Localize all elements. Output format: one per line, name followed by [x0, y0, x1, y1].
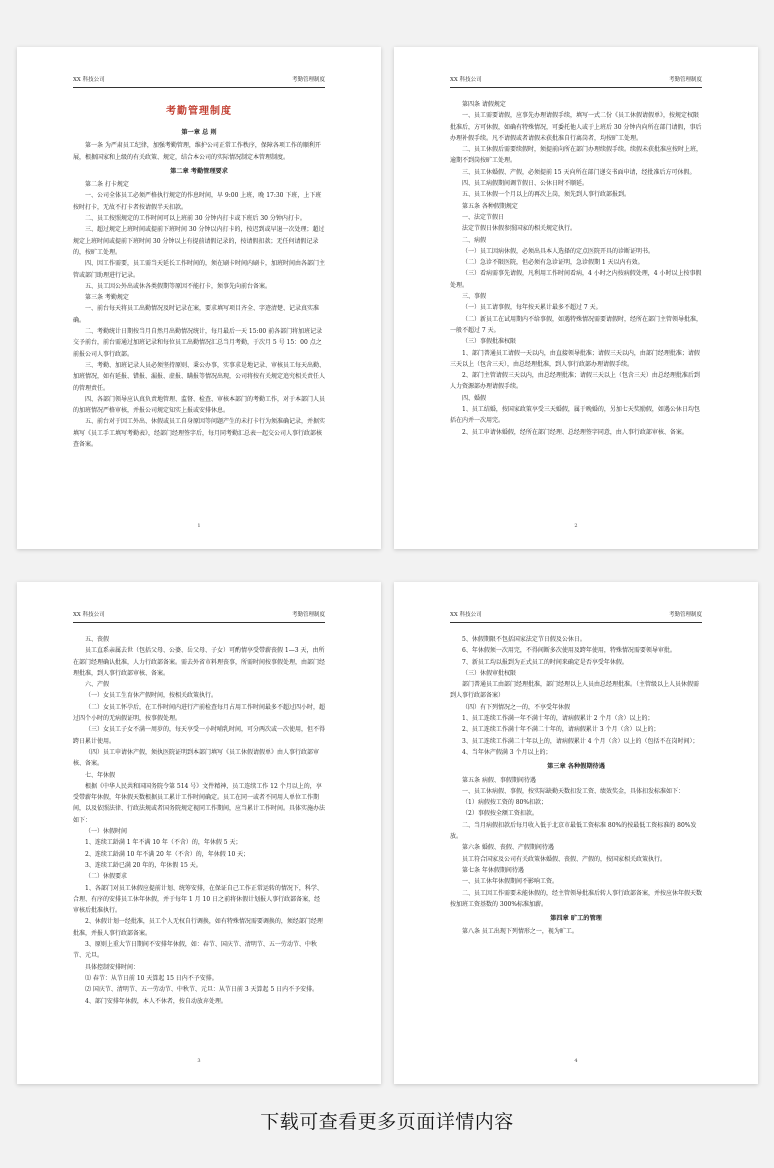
paragraph: 员工符合国家及公司有关政策休婚假、丧假、产假的，按国家相关政策执行。	[462, 855, 667, 863]
page-number: 4	[574, 1058, 578, 1064]
document-page-1	[17, 47, 381, 549]
page-body	[450, 99, 702, 438]
paragraph: 一、公司全体员工必须严格执行规定的作息时间，早 9:00 上班，晚 17:30 下班，上下班按时打卡，无故不打卡者按请假半天扣款。	[73, 192, 322, 211]
page-header	[450, 75, 702, 88]
paragraph: 一、员工休年休假期间不影响工资。	[462, 878, 559, 886]
page-body	[73, 99, 325, 450]
paragraph: 三、员工休婚假、产假，必须提前 15 天向所在部门递交书面申请，经批准后方可休假。	[462, 168, 696, 176]
paragraph: 五、丧假	[85, 636, 110, 643]
paragraph: 第五条 病假、事假期间待遇	[462, 776, 536, 784]
paragraph: 3、连续工龄已满 20 年的，年休假 15 天。	[85, 861, 202, 869]
paragraph: （二）女员工怀孕后，在工作时间内进行产前检查每月占用工作时间最多不超过四小时，超过四个小时的无病假证明，按事假处理。	[73, 703, 326, 723]
paragraph: 一、员工需要请假，应事先办理请假手续，填写一式二份《员工休假请假单》，按规定权限批准后，方可休假，如确有特殊情况，可委托他人或于上班后 30 分钟内向所在部门请假，事后办理补假手续。凡不请假或者请假未获批准自行离岗者，均按旷工处理。	[450, 112, 702, 142]
page-content	[450, 634, 702, 938]
paragraph: （1）病假按工资的 80%扣款；	[462, 799, 548, 807]
paragraph: 一、员工休病假、事假，按实际缺勤天数扣发工资、绩效奖金，具体扣发标准如下：	[462, 787, 685, 795]
paragraph: 1、连续工龄满 1 年不满 10 年（不含）的，年休假 5 天；	[85, 839, 242, 847]
page-number: 2	[574, 523, 578, 529]
document-page-4	[394, 582, 758, 1084]
paragraph: 1、部门普通员工请假一天以内，由直接领导批准；请假三天以内，由部门经理批准；请假三天以上（包含三天），由总经理批准，到人事行政部办理请假手续。	[450, 349, 700, 368]
header-doc-title: 考勤管理制度	[668, 77, 702, 83]
page-content	[73, 127, 325, 450]
page-number: 1	[197, 523, 201, 529]
paragraph: 七、年休假	[85, 771, 116, 779]
paragraph: 2、员工连续工作满十年不满二十年的，请病假累计 3 个月（含）以上的；	[462, 726, 660, 734]
paragraph: 根据《中华人民共和国国务院令第 514 号》文件精神，员工连续工作 12 个月以上的，享受带薪年休假，年休假天数根据员工累计工作时间确定。员工在同一或者不同用人单位工作期间，以及依照法律、行政法规或者国务院规定视同工作期间，应当累计工作时间。具体实施办法如下：	[73, 782, 326, 824]
page-header	[73, 75, 325, 88]
paragraph: 第二条 打卡规定	[85, 181, 129, 189]
paragraph: （一）休假时间	[85, 828, 128, 836]
paragraph: 五、员工因公外出或休各类假期等原因不能打卡，须事先向前台备案。	[85, 282, 272, 290]
paragraph: 四、各部门领导应认真负责地管理、监督、检查、审核本部门的考勤工作，对于本部门人员的加班情况严格审核，并报公司规定知实上报或安排休息。	[73, 395, 326, 415]
document-page-2	[394, 47, 758, 549]
chapter-heading: 第三章 各种假期待遇	[547, 763, 605, 771]
paragraph: 2、员工申请休婚假，经所在部门经理、总经理签字同意，由人事行政部审核、备案。	[462, 428, 688, 436]
paragraph: 二、员工因工作需要未能休假的，经主管领导批准后转人事行政部备案，并按应休年假天数按加班工资基数的 300%标准加薪。	[450, 889, 703, 908]
paragraph: 部门普通员工由部门经理批准，部门经理以上人员由总经理批准。（主管级以上人员休假需到人事行政部备案）	[450, 681, 700, 700]
paragraph: 7、新员工均以报到为正式员工的时间来确定是否享受年休假。	[462, 658, 628, 666]
paragraph: 五、员工休假一个月以上的再次上岗，须先到人事行政部报到。	[462, 191, 631, 199]
paragraph: 第六条 婚假、丧假、产假期间待遇	[462, 844, 554, 852]
paragraph: 五、前台对于因工外出、休假或员工自身原因等问题产生的未打卡行为须准确记录，并据实填写《员工手工填写考勤表》，经部门经理签字后，每月同考勤汇总表一起交公司人事行政部核查备案。	[73, 418, 326, 449]
paragraph: 第三条 考勤规定	[85, 294, 129, 302]
header-doc-title: 考勤管理制度	[291, 77, 325, 83]
paragraph: 第四条 请假规定	[462, 101, 506, 108]
paragraph: 6、年休假须一次用完，不得间断多次使用及跨年使用，特殊情况需要领导审批。	[462, 647, 676, 655]
paragraph: 2、连续工龄满 10 年不满 20 年（不含）的，年休假 10 天；	[85, 850, 250, 858]
header-company: XX 科技公司	[450, 612, 482, 618]
chapter-heading: 第一章 总 则	[181, 129, 217, 136]
paragraph: （三）休假审批权限	[462, 669, 517, 677]
page-content	[73, 634, 325, 1007]
paragraph: 法定节假日休假参照国家的相关规定执行。	[462, 225, 577, 233]
paragraph: 四、婚假	[462, 394, 487, 402]
document-page-3	[17, 582, 381, 1084]
header-company: XX 科技公司	[73, 77, 105, 83]
paragraph: 二、病假	[462, 236, 487, 244]
page-body	[450, 634, 702, 938]
paragraph: （三）事假批准权限	[462, 338, 517, 346]
header-doc-title: 考勤管理制度	[668, 612, 702, 618]
paragraph: 第八条 员工出现下列情形之一，视为旷工。	[462, 928, 578, 936]
paragraph: 三、超过规定上班时间或提前下班时间 30 分钟以内打卡的，按迟到或早退一次处理；超过规定上班时间或提前下班时间 30 分钟以上有提前请假记录的，按请假扣款；无任何请假记录的，按旷工处理。	[73, 226, 325, 256]
paragraph: 一、前台每天将员工出勤情况及时记录在案，要求填写项目齐全、字迹清楚、记录真实准确。	[73, 305, 320, 324]
paragraph: 六、产假	[85, 681, 110, 689]
paragraph: （四）员工申请休产假，须执医院证明到本部门填写《员工休假请假单》由人事行政部审核、备案。	[73, 748, 320, 768]
paragraph: （2）事假按全额工资扣款。	[462, 810, 538, 818]
paragraph: 第七条 年休假期间待遇	[462, 866, 524, 874]
paragraph: （三）看病需事先请假，凡利用工作时间看病，4 小时之内按病假处理，4 小时以上按事假处理。	[450, 270, 702, 289]
paragraph: （一）女员工生育休产假时间，按相关政策执行。	[85, 692, 218, 700]
paragraph: 四、员工病假期间调节假日、公休日时不顺延。	[462, 180, 589, 188]
chapter-heading: 第四章 旷工的管理	[550, 915, 602, 923]
paragraph: 4、部门安排年休假，本人不休者，按自动放弃处理。	[85, 997, 227, 1005]
header-doc-title: 考勤管理制度	[291, 612, 325, 618]
page-content	[450, 99, 702, 438]
document-title: 考勤管理制度	[166, 106, 232, 117]
header-company: XX 科技公司	[450, 77, 482, 83]
paragraph: （二）新员工在试用期内不给事假，如遇特殊情况需要请假时，经所在部门主管领导批准，一般不超过 7 天。	[450, 315, 703, 334]
paragraph: 第一条 为严肃员工纪律，加强考勤管理，维护公司正常工作秩序，保障各项工作的顺利开展，根据国家和上级的有关政策、规定，结合本公司的实际情况制定本管理制度。	[73, 142, 321, 161]
paragraph: 二、员工休假后需要续假时，须提前向所在部门办理续假手续。续假未获批准应按时上班，逾期不到岗按旷工处理。	[450, 146, 703, 165]
paragraph: （三）女员工子女不满一周岁的，每天享受一小时哺乳时间，可分两次或一次使用，但不得跨日累计使用。	[73, 726, 326, 745]
header-company: XX 科技公司	[73, 612, 105, 618]
paragraph: 二、当月病假扣款后每月收入低于北京市最低工资标准 80%的按最低工资标准的 80%发放。	[450, 821, 697, 841]
paragraph: ⑵ 国庆节、清明节、五一劳动节、中秋节、元旦：从节日前 3 天算起 5 日内不予安排。	[85, 986, 319, 994]
paragraph: （二）急诊不限医院，但必须有急诊证明，急诊假期 1 天以内有效。	[462, 259, 644, 267]
paragraph: 3、原则上重大节日期间不安排年休假，如：春节、国庆节、清明节、五一劳动节、中秋节、元旦。	[73, 941, 317, 960]
paragraph: 员工直系亲属去世（包括父母、公婆、岳父母、子女）可酌情享受带薪丧假 1—3 天，由所在部门经理确认批准，人力行政部备案。需去外省市料理丧事，所需时间按事假处理，由部门经理批准，到人事行政部审核、备案。	[73, 647, 326, 677]
paragraph: （四）有下列情况之一的，不享受年休假	[462, 703, 571, 711]
paragraph: 4、当年休产假满 3 个月以上的；	[462, 748, 552, 756]
paragraph: 第五条 各种假期规定	[462, 202, 518, 210]
paragraph: ⑴ 春节：从节日前 10 天算起 15 日内不予安排。	[85, 974, 218, 982]
paragraph: 1、员工结婚，按国家政策享受三天婚假，属于晚婚的，另加七天奖励假，如遇公休日均包括在内并一次用完。	[450, 406, 700, 425]
paragraph: 三、考勤、加班记录人员必须坚持原则、秉公办事，实事求是地记录、审核员工每天出勤、加班情况，如有延报、错报、漏报、虚报、瞒报等情况出现，公司将按有关规定追究相关责任人的管理责任。	[73, 361, 326, 392]
paragraph: （一）员工因病休假，必须出具本人选择的定点医院开具的诊断证明书。	[462, 247, 655, 255]
paragraph: 1、员工连续工作满一年不满十年的，请病假累计 2 个月（含）以上的；	[462, 715, 654, 723]
paragraph: 3、员工连续工作满二十年以上的，请病假累计 4 个月（含）以上的（包括不在岗时间）；	[462, 737, 699, 745]
paragraph: 一、法定节假日	[462, 213, 505, 221]
chapter-heading: 第二章 考勤管理要求	[170, 167, 228, 175]
paragraph: 1、各部门对员工休假应提前计划、统筹安排，在保证自己工作正常运转的情况下，科学、合理、有序的安排员工休年休假，并于每年 1 月 10 日之前将休假计划报人事行政部备案，经审核后批准执行。	[73, 884, 323, 915]
paragraph: 二、考勤统计日期按当月自然月出勤情况统计，每月最后一天 15:00 前各部门将加班记录交予前台，前台需通过加班记录和每位员工出勤情况汇总当月考勤，于次月 5 号 15：00 点之前报公司人事行政部。	[73, 328, 323, 358]
paragraph: （一）员工请事假，每年按天累计最多不超过 7 天。	[462, 304, 602, 312]
paragraph: 5、休假期限不包括国家法定节日假及公休日。	[462, 636, 586, 643]
paragraph: 三、事假	[462, 293, 487, 301]
paragraph: 2、休假计划一经批准，员工个人无权自行调换，如有特殊情况需要调换的，须经部门经理批准，并报人事行政部备案。	[73, 918, 323, 937]
paragraph: 2、部门主管请假三天以内，由总经理批准；请假三天以上（包含三天）由总经理批准后到人力资源部办理请假手续。	[450, 372, 700, 391]
page-header	[450, 610, 702, 623]
paragraph: 四、因工作需要，员工需当天延长工作时间的，须在刷卡时间内刷卡，加班时间由各部门主管或部门助理进行记录。	[73, 260, 326, 279]
paragraph: 二、员工按照规定的工作时间可以上班前 30 分钟内打卡或下班后 30 分钟内打卡。	[85, 215, 306, 223]
download-more-caption[interactable]: 下载可查看更多页面详情内容	[260, 1111, 514, 1133]
paragraph: 具体控制安排时间：	[85, 963, 140, 971]
page-header	[73, 610, 325, 623]
paragraph: （二）休假要求	[85, 873, 128, 881]
page-body	[73, 634, 325, 1007]
page-number: 3	[197, 1058, 201, 1064]
